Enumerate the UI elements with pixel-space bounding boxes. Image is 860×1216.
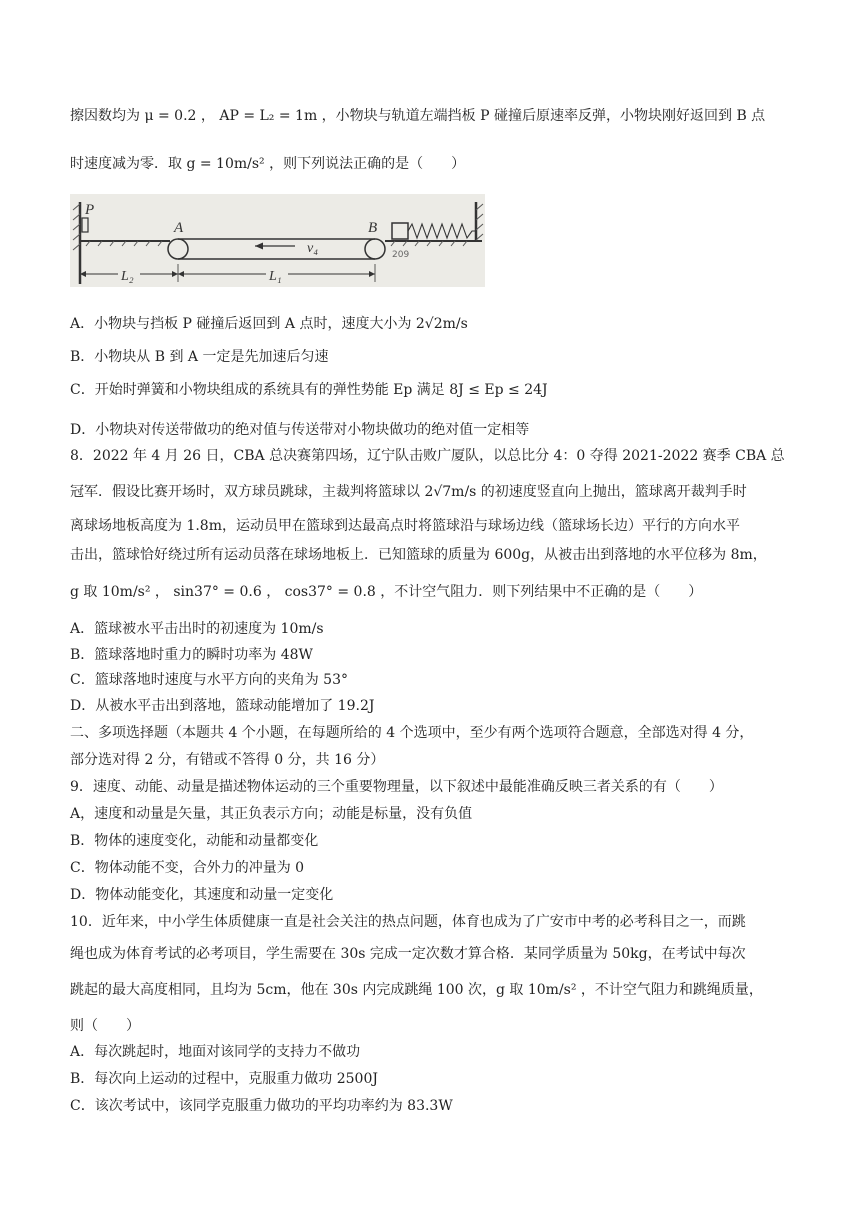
handwritten-mark: 209 bbox=[392, 250, 410, 260]
q8-option-d: D．从被水平击出到落地，篮球动能增加了 19.2J bbox=[70, 698, 375, 714]
q7-option-d: D．小物块对传送带做功的绝对值与传送带对小物块做功的绝对值一定相等 bbox=[70, 422, 530, 438]
q8-option-c: C．篮球落地时速度与水平方向的夹角为 53° bbox=[70, 672, 348, 688]
q8-option-b: B．篮球落地时重力的瞬时功率为 48W bbox=[70, 647, 313, 663]
q7-stem-line-1: 擦因数均为 μ = 0.2 ， AP = L₂ = 1m ，小物块与轨道左端挡板 P 碰撞后原速率反弹，小物块刚好返回到 B 点 bbox=[70, 108, 766, 124]
label-b: B bbox=[368, 220, 378, 236]
q7-stem-line-2: 时速度减为零．取 g = 10m/s² ，则下列说法正确的是（ ） bbox=[70, 156, 466, 172]
q7-option-a: A．小物块与挡板 P 碰撞后返回到 A 点时，速度大小为 2√2m/s bbox=[70, 316, 468, 332]
q10-stem-line-4: 则（ ） bbox=[70, 1018, 140, 1034]
q7-option-b: B．小物块从 B 到 A 一定是先加速后匀速 bbox=[70, 349, 329, 365]
label-l2: L₂ bbox=[121, 269, 134, 284]
q7-option-c: C．开始时弹簧和小物块组成的系统具有的弹性势能 Ep 满足 8J ≤ Ep ≤ 24J bbox=[70, 382, 548, 398]
label-l1: L₁ bbox=[269, 269, 282, 284]
q9-stem: 9．速度、动能、动量是描述物体运动的三个重要物理量，以下叙述中最能准确反映三者关系的有（ ） bbox=[70, 779, 723, 795]
section2-heading-line-2: 部分选对得 2 分，有错或不答得 0 分，共 16 分） bbox=[70, 752, 385, 768]
q9-option-a: A，速度和动量是矢量，其正负表示方向；动能是标量，没有负值 bbox=[70, 806, 473, 822]
label-v: v₄ bbox=[307, 241, 319, 256]
q10-stem-line-3: 跳起的最大高度相同，且均为 5cm，他在 30s 内完成跳绳 100 次，g 取 10m/s² ，不计空气阻力和跳绳质量， bbox=[70, 982, 763, 998]
q10-option-b: B．每次向上运动的过程中，克服重力做功 2500J bbox=[70, 1071, 378, 1087]
section2-heading-line-1: 二、多项选择题（本题共 4 个小题，在每题所给的 4 个选项中，至少有两个选项符合题意，全部选对得 4 分， bbox=[70, 725, 754, 741]
q9-option-b: B．物体的速度变化，动能和动量都变化 bbox=[70, 833, 319, 849]
q10-stem-line-1: 10．近年来，中小学生体质健康一直是社会关注的热点问题，体育也成为了广安市中考的必考科目之一，而跳 bbox=[70, 914, 746, 930]
conveyor-belt-figure bbox=[70, 194, 485, 287]
q9-option-c: C．物体动能不变，合外力的冲量为 0 bbox=[70, 860, 305, 876]
label-p: P bbox=[85, 202, 95, 218]
q8-option-a: A．篮球被水平击出时的初速度为 10m/s bbox=[70, 621, 324, 637]
label-a: A bbox=[174, 220, 184, 236]
q8-stem-line-2: 冠军．假设比赛开场时，双方球员跳球，主裁判将篮球以 2√7m/s 的初速度竖直向上抛出，篮球离开裁判手时 bbox=[70, 484, 747, 500]
q8-stem-line-5: g 取 10m/s² ， sin37° = 0.6 ， cos37° = 0.8 ，不计空气阻力．则下列结果中不正确的是（ ） bbox=[70, 584, 703, 600]
q10-stem-line-2: 绳也成为体育考试的必考项目，学生需要在 30s 完成一定次数才算合格．某同学质量为 50kg，在考试中每次 bbox=[70, 946, 746, 962]
q8-stem-line-3: 离球场地板高度为 1.8m，运动员甲在篮球到达最高点时将篮球沿与球场边线（篮球场长边）平行的方向水平 bbox=[70, 518, 740, 534]
q8-stem-line-1: 8．2022 年 4 月 26 日，CBA 总决赛第四场，辽宁队击败广厦队，以总比分 4：0 夺得 2021-2022 赛季 CBA 总 bbox=[70, 448, 785, 464]
q10-option-a: A．每次跳起时，地面对该同学的支持力不做功 bbox=[70, 1044, 361, 1060]
q8-stem-line-4: 击出，篮球恰好绕过所有运动员落在球场地板上．已知篮球的质量为 600g，从被击出到落地的水平位移为 8m， bbox=[70, 547, 767, 563]
q9-option-d: D．物体动能变化，其速度和动量一定变化 bbox=[70, 887, 334, 903]
q10-option-c: C．该次考试中，该同学克服重力做功的平均功率约为 83.3W bbox=[70, 1098, 453, 1114]
